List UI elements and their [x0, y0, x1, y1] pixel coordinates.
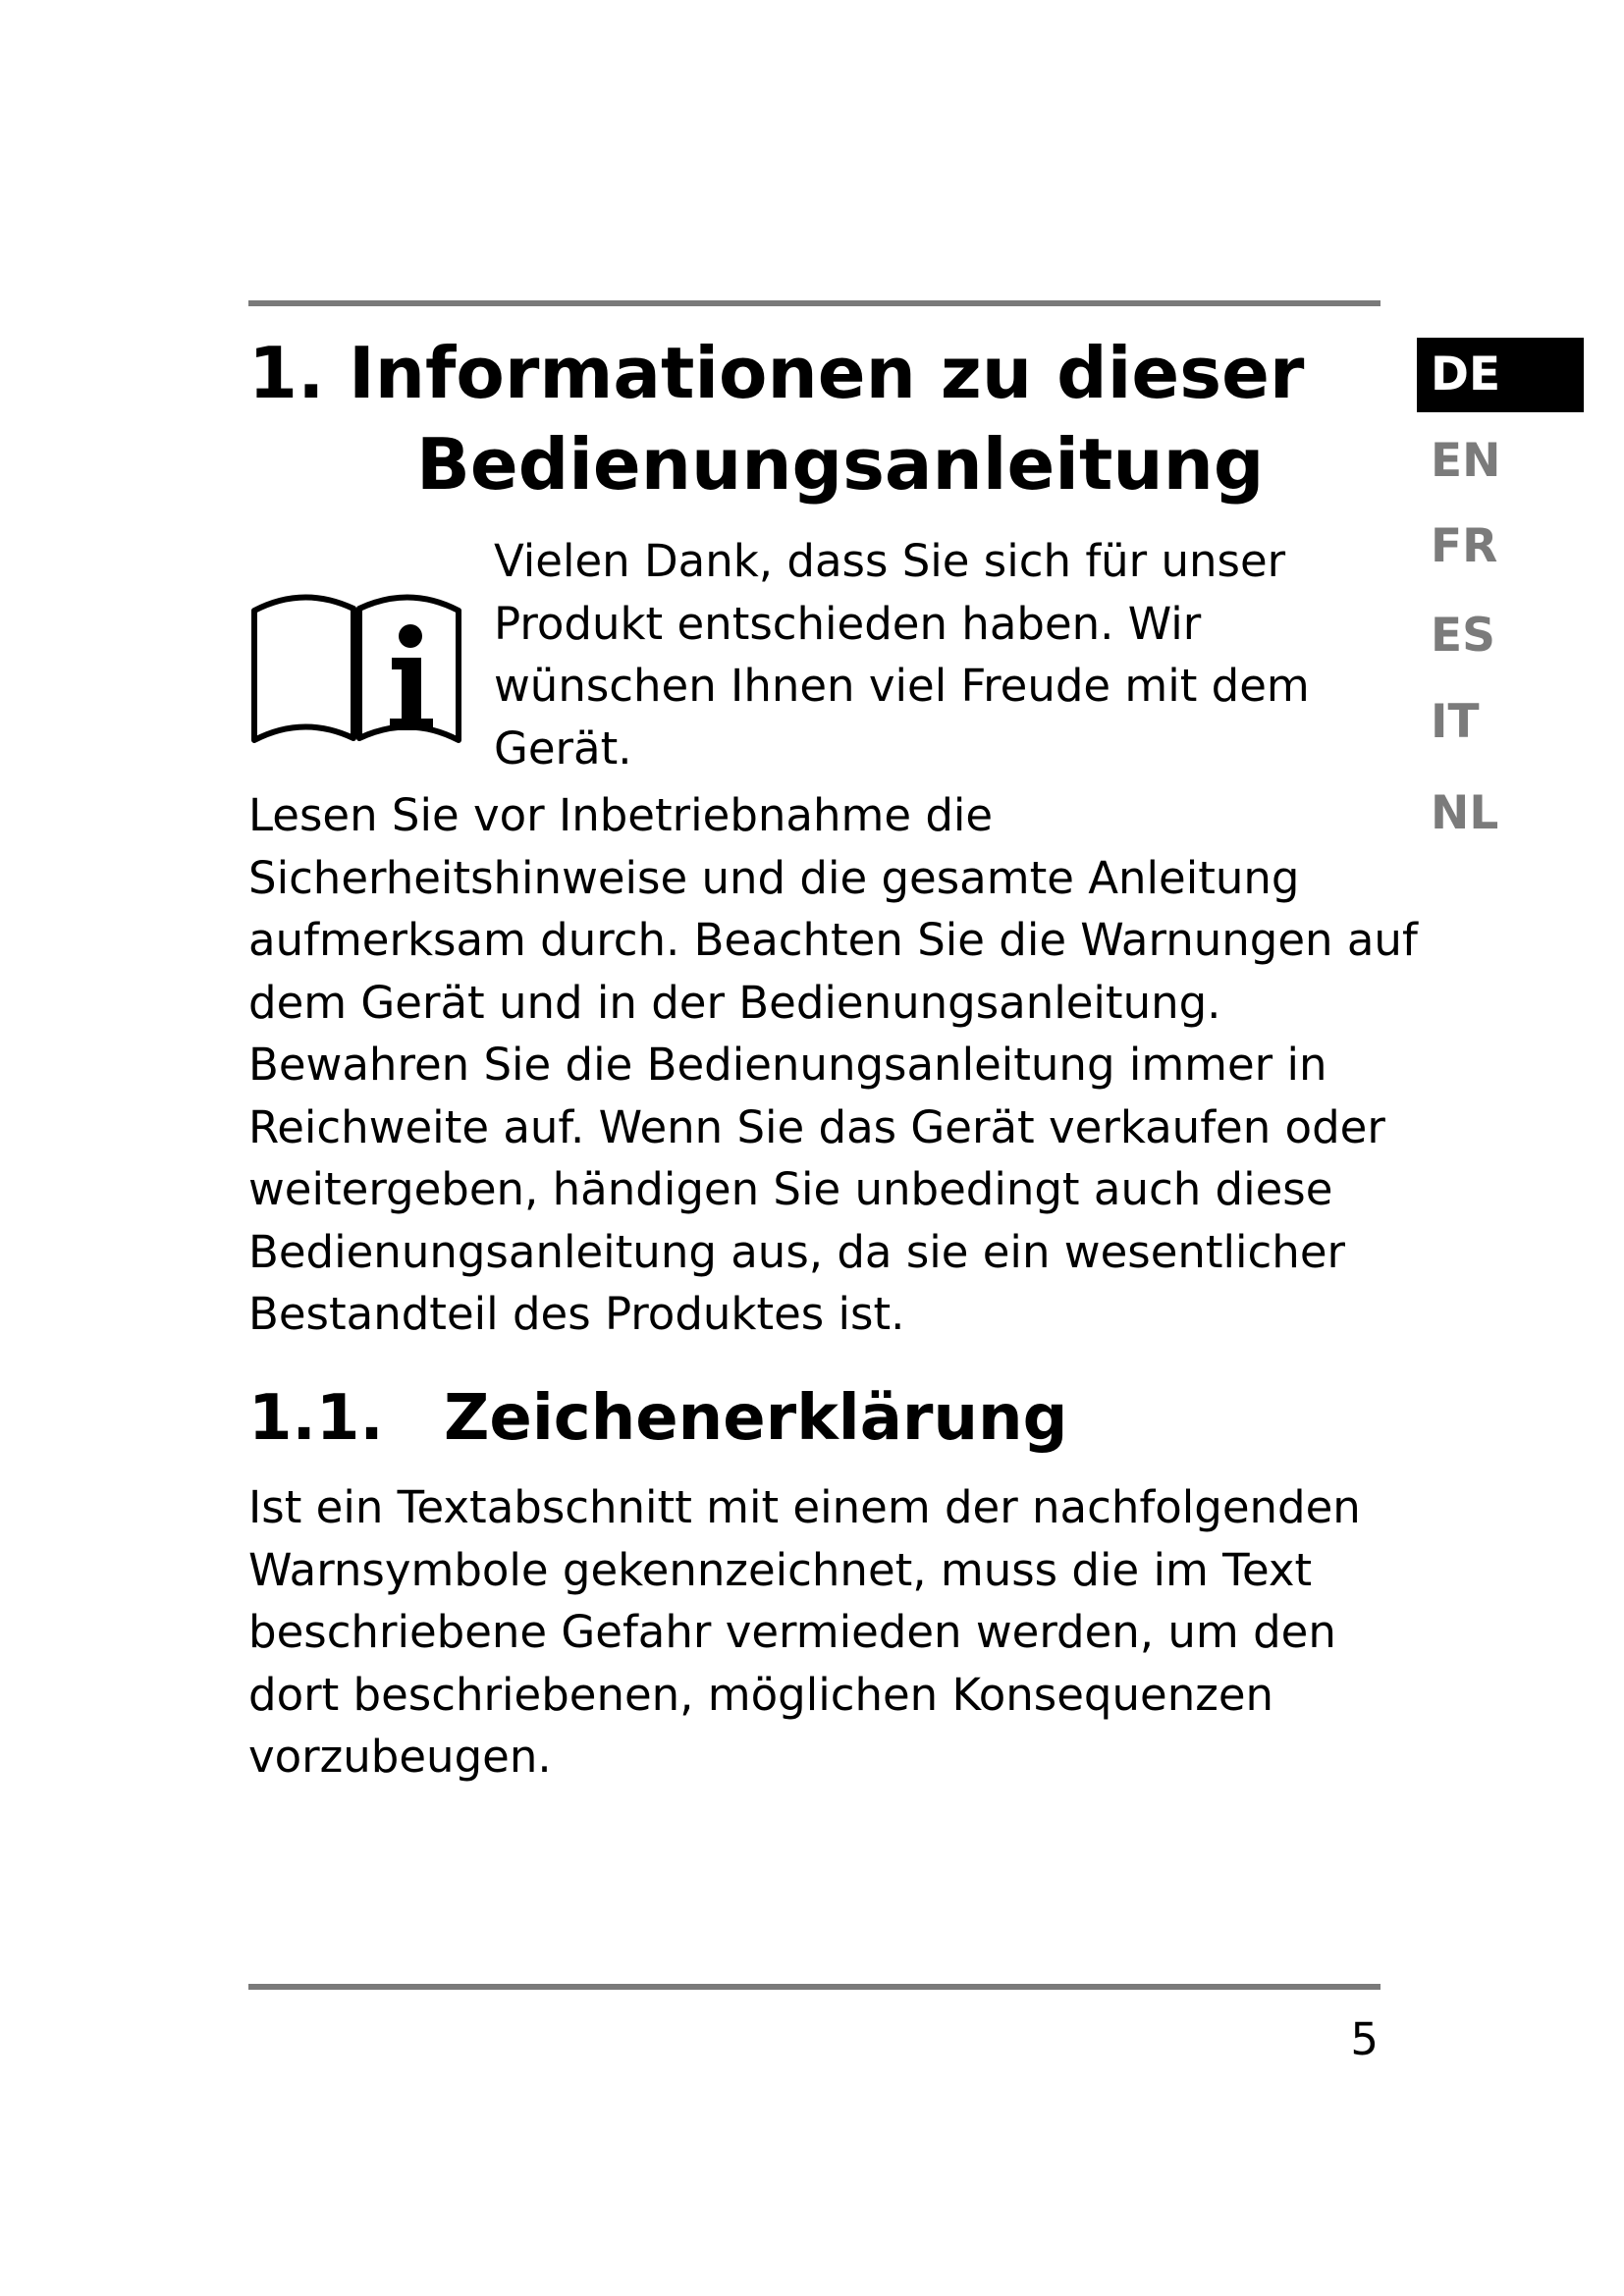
text-line: aufmerksam durch. Beachten Sie die Warnungen auf: [248, 914, 1418, 966]
paragraph-keep-manual: [248, 1034, 1385, 1346]
section-title-line-2: Bedienungsanleitung: [416, 423, 1265, 506]
manual-info-icon: [248, 589, 464, 752]
top-divider: [248, 300, 1380, 306]
tab-en[interactable]: EN: [1431, 434, 1501, 488]
text-line: Reichweite auf. Wenn Sie das Gerät verkaufen oder: [248, 1100, 1385, 1153]
text-line: Vielen Dank, dass Sie sich für unser: [494, 535, 1286, 587]
section-number: 1.: [248, 332, 325, 414]
text-line: Warnsymbole gekennzeichnet, muss die im Text: [248, 1543, 1313, 1596]
tab-nl[interactable]: NL: [1431, 786, 1499, 840]
text-line: Sicherheitshinweise und die gesamte Anleitung: [248, 851, 1300, 904]
subsection-number: 1.1.: [248, 1382, 384, 1455]
intro-paragraph: [494, 530, 1310, 779]
text-line: beschriebene Gefahr vermieden werden, um den: [248, 1606, 1336, 1658]
text-line: Bedienungsanleitung aus, da sie ein wesentlicher: [248, 1225, 1346, 1278]
text-line: vorzubeugen.: [248, 1731, 552, 1783]
text-line: Bestandteil des Produktes ist.: [248, 1288, 905, 1340]
bottom-divider: [248, 1984, 1380, 1990]
paragraph-symbols: [248, 1476, 1361, 1789]
tab-it[interactable]: IT: [1431, 695, 1480, 749]
subsection-title: Zeichenerklärung: [444, 1382, 1068, 1455]
text-line: wünschen Ihnen viel Freude mit dem: [494, 660, 1310, 712]
tab-fr[interactable]: FR: [1431, 519, 1498, 573]
text-line: Gerät.: [494, 721, 632, 774]
page-number: 5: [1350, 2013, 1379, 2065]
text-line: dem Gerät und in der Bedienungsanleitung.: [248, 976, 1221, 1029]
text-line: Bewahren Sie die Bedienungsanleitung immer in: [248, 1039, 1327, 1091]
text-line: dort beschriebenen, möglichen Konsequenzen: [248, 1668, 1274, 1721]
paragraph-reading: [248, 784, 1418, 1034]
text-line: weitergeben, händigen Sie unbedingt auch diese: [248, 1163, 1333, 1215]
tab-de[interactable]: DE: [1417, 338, 1584, 412]
tab-es[interactable]: ES: [1431, 609, 1495, 663]
text-line: Lesen Sie vor Inbetriebnahme die: [248, 789, 994, 841]
section-title-line-1: Informationen zu dieser: [349, 332, 1305, 414]
text-line: Produkt entschieden haben. Wir: [494, 597, 1202, 650]
text-line: Ist ein Textabschnitt mit einem der nachfolgenden: [248, 1481, 1361, 1533]
